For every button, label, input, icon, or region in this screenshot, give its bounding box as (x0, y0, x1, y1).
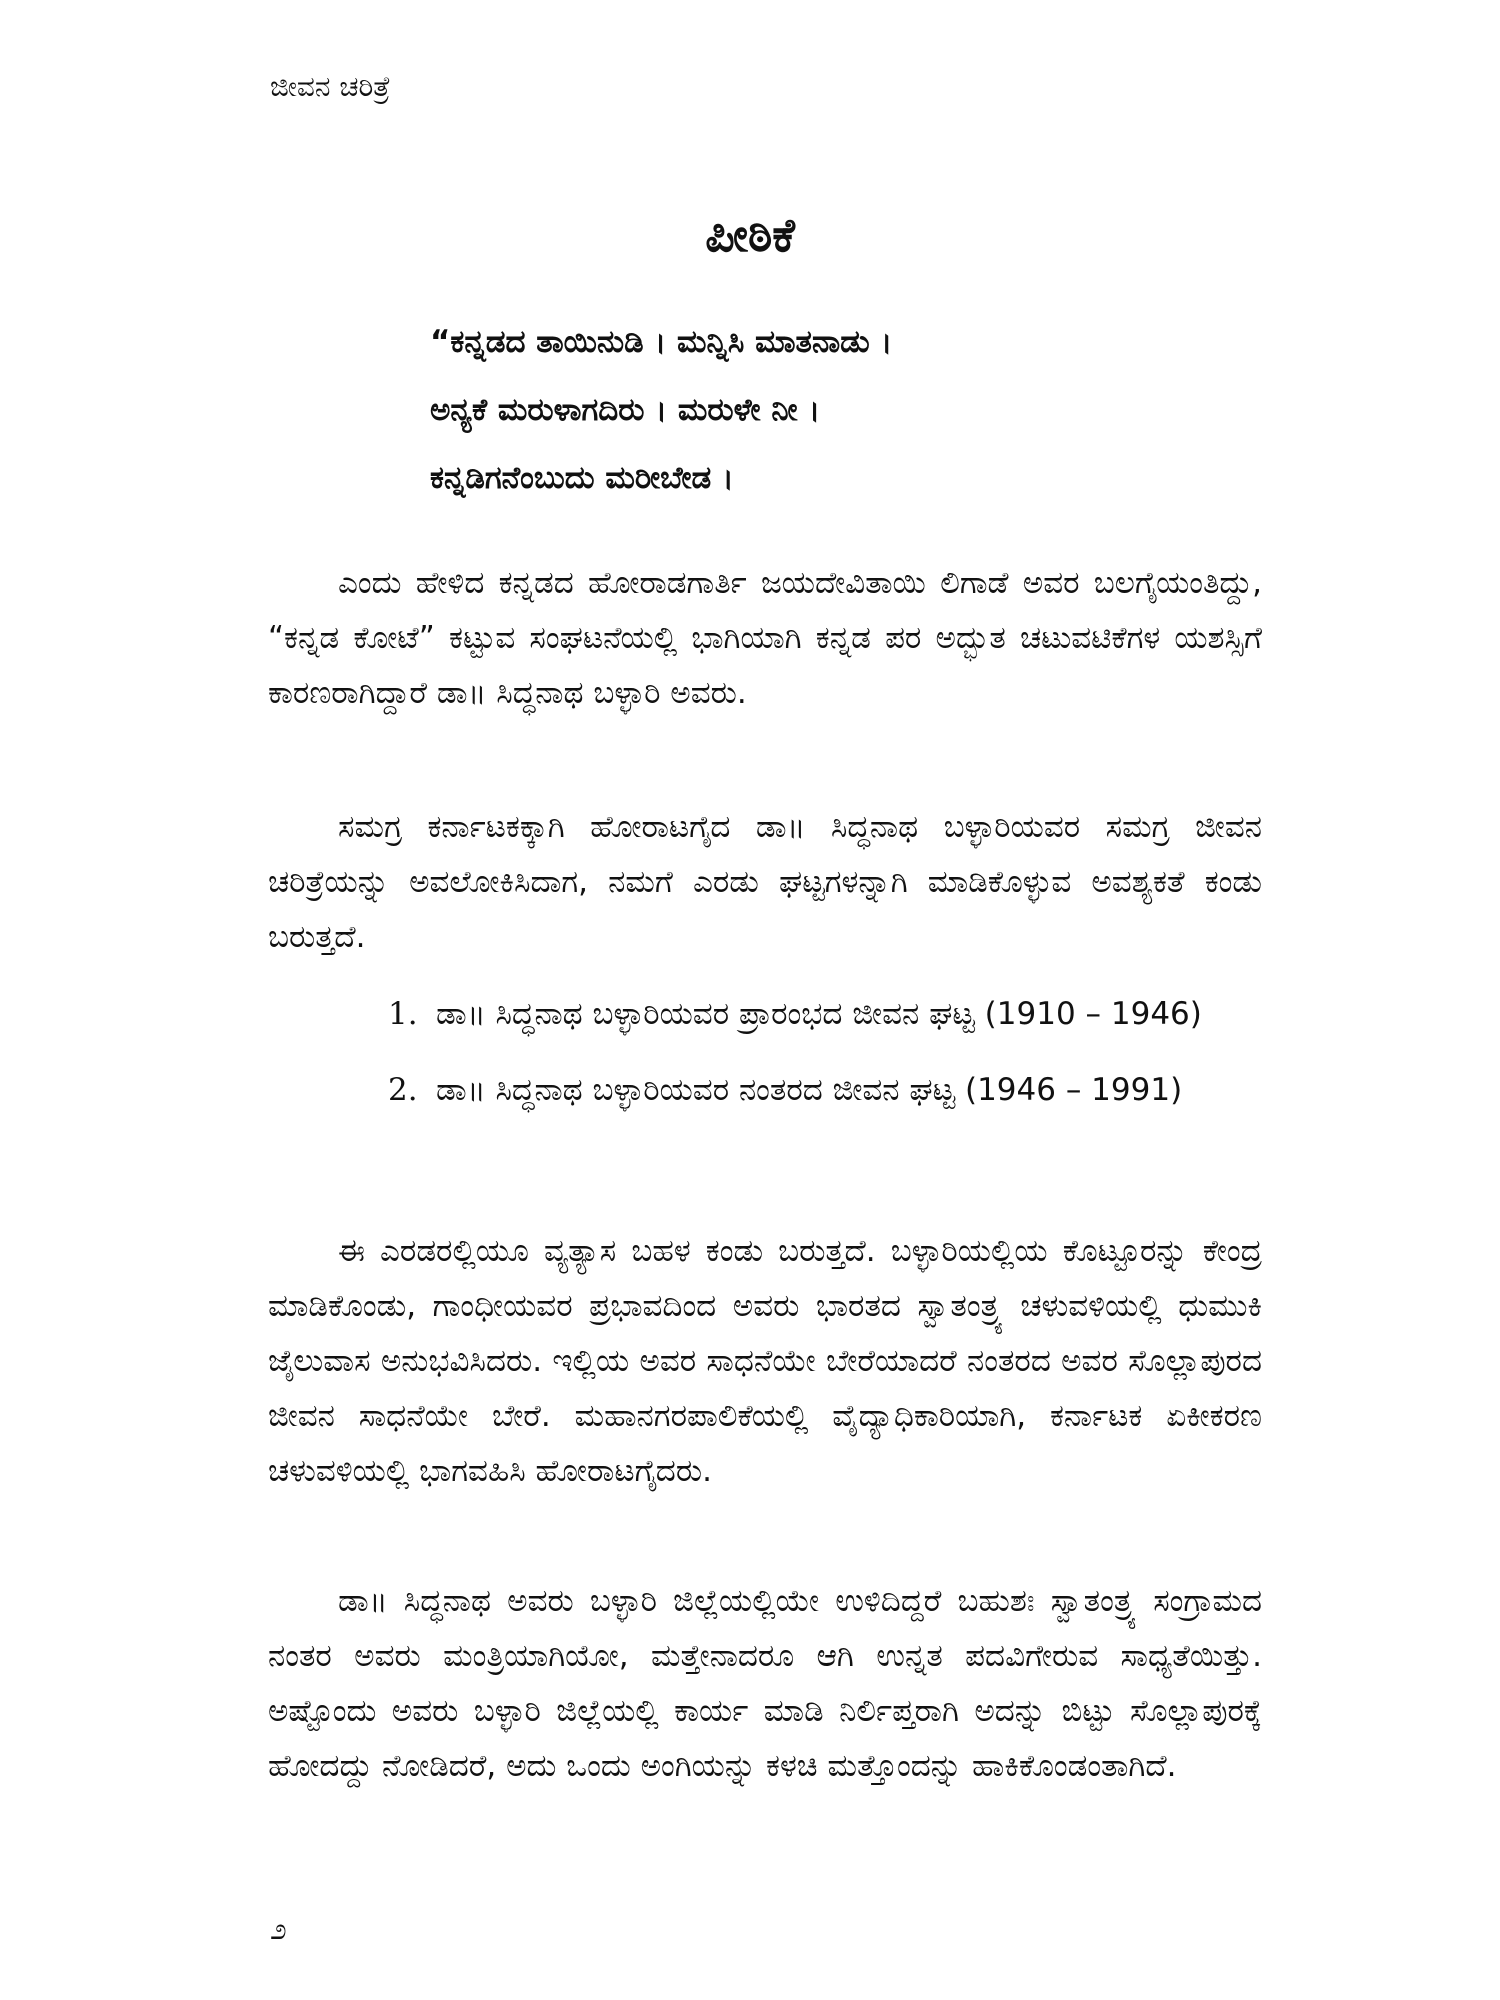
chapter-title: ಪೀಠಿಕೆ (705, 208, 795, 262)
paragraph: ಎಂದು ಹೇಳಿದ ಕನ್ನಡದ ಹೋರಾಡಗಾರ್ತಿ ಜಯದೇವಿತಾಯಿ ಲಿಗಾಡೆ ಅವರ ಬಲಗೈಯಂತಿದ್ದು, “ಕನ್ನಡ ಕೋಟೆ” ಕಟ್ಟುವ ಸಂಘಟನೆಯಲ್ಲಿ ಭಾಗಿಯಾಗಿ ಕನ್ನಡ ಪರ ಅದ್ಭುತ ಚಟುವಟಿಕೆಗಳ ಯಶಸ್ಸಿಗೆ ಕಾರಣರಾಗಿದ್ದಾರೆ ಡಾ॥ ಸಿದ್ಧನಾಥ ಬಳ್ಳಾರಿ ಅವರು. (268, 565, 1262, 711)
phase-list (388, 988, 1262, 1140)
list-text: ಡಾ॥ ಸಿದ್ಧನಾಥ ಬಳ್ಳಾರಿಯವರ ಪ್ರಾರಂಭದ ಜೀವನ ಘಟ್ಟ (1910 – 1946) (436, 996, 1202, 1032)
body-paragraph-block (268, 556, 1262, 721)
running-header: ಜೀವನ ಚರಿತ್ರೆ (270, 70, 391, 103)
opening-verse (430, 320, 1330, 524)
list-item (388, 1064, 1262, 1116)
paragraph: ಸಮಗ್ರ ಕರ್ನಾಟಕಕ್ಕಾಗಿ ಹೋರಾಟಗೈದ ಡಾ॥ ಸಿದ್ಧನಾಥ ಬಳ್ಳಾರಿಯವರ ಸಮಗ್ರ ಜೀವನ ಚರಿತ್ರೆಯನ್ನು ಅವಲೋಕಿಸಿದಾಗ, ನಮಗೆ ಎರಡು ಘಟ್ಟಗಳನ್ನಾಗಿ ಮಾಡಿಕೊಳ್ಳುವ ಅವಶ್ಯಕತೆ ಕಂಡು ಬರುತ್ತದೆ. (268, 809, 1262, 955)
list-text: ಡಾ॥ ಸಿದ್ಧನಾಥ ಬಳ್ಳಾರಿಯವರ ನಂತರದ ಜೀವನ ಘಟ್ಟ (1946 – 1991) (436, 1072, 1183, 1108)
list-number: 2. (388, 1072, 418, 1108)
body-paragraph-block (268, 800, 1262, 965)
verse-line: ಕನ್ನಡಿಗನೆಂಬುದು ಮರೀಬೇಡ । (430, 460, 734, 496)
paragraph: ಈ ಎರಡರಲ್ಲಿಯೂ ವ್ಯತ್ಯಾಸ ಬಹಳ ಕಂಡು ಬರುತ್ತದೆ. ಬಳ್ಳಾರಿಯಲ್ಲಿಯ ಕೊಟ್ಟೂರನ್ನು ಕೇಂದ್ರ ಮಾಡಿಕೊಂಡು, ಗಾಂಧೀಯವರ ಪ್ರಭಾವದಿಂದ ಅವರು ಭಾರತದ ಸ್ವಾತಂತ್ರ್ಯ ಚಳುವಳಿಯಲ್ಲಿ ಧುಮುಕಿ ಜೈಲುವಾಸ ಅನುಭವಿಸಿದರು. ಇಲ್ಲಿಯ ಅವರ ಸಾಧನೆಯೇ ಬೇರೆಯಾದರೆ ನಂತರದ ಅವರ ಸೊಲ್ಲಾಪುರದ ಜೀವನ ಸಾಧನೆಯೇ ಬೇರೆ. ಮಹಾನಗರಪಾಲಿಕೆಯಲ್ಲಿ ವೈದ್ಯಾಧಿಕಾರಿಯಾಗಿ, ಕರ್ನಾಟಕ ಏಕೀಕರಣ ಚಳುವಳಿಯಲ್ಲಿ ಭಾಗವಹಿಸಿ ಹೋರಾಟಗೈದರು. (268, 1233, 1262, 1489)
verse-line: “ಕನ್ನಡದ ತಾಯಿನುಡಿ । ಮನ್ನಿಸಿ ಮಾತನಾಡು । (430, 324, 893, 360)
paragraph: ಡಾ॥ ಸಿದ್ಧನಾಥ ಅವರು ಬಳ್ಳಾರಿ ಜಿಲ್ಲೆಯಲ್ಲಿಯೇ ಉಳಿದಿದ್ದರೆ ಬಹುಶಃ ಸ್ವಾತಂತ್ರ್ಯ ಸಂಗ್ರಾಮದ ನಂತರ ಅವರು ಮಂತ್ರಿಯಾಗಿಯೋ, ಮತ್ತೇನಾದರೂ ಆಗಿ ಉನ್ನತ ಪದವಿಗೇರುವ ಸಾಧ್ಯತೆಯಿತ್ತು. ಅಷ್ಟೊಂದು ಅವರು ಬಳ್ಳಾರಿ ಜಿಲ್ಲೆಯಲ್ಲಿ ಕಾರ್ಯ ಮಾಡಿ ನಿರ್ಲಿಪ್ತರಾಗಿ ಅದನ್ನು ಬಿಟ್ಟು ಸೊಲ್ಲಾಪುರಕ್ಕೆ ಹೋದದ್ದು ನೋಡಿದರೆ, ಅದು ಒಂದು ಅಂಗಿಯನ್ನು ಕಳಚಿ ಮತ್ತೊಂದನ್ನು ಹಾಕಿಕೊಂಡಂತಾಗಿದೆ. (268, 1583, 1262, 1784)
list-item (388, 988, 1262, 1040)
body-paragraph-block (268, 1224, 1262, 1499)
verse-line: ಅನ್ಯಕೆ ಮರುಳಾಗದಿರು । ಮರುಳೇ ನೀ । (430, 392, 821, 428)
page-number: ೨ (270, 1912, 287, 1947)
body-paragraph-block (268, 1574, 1262, 1794)
list-number: 1. (388, 996, 418, 1032)
